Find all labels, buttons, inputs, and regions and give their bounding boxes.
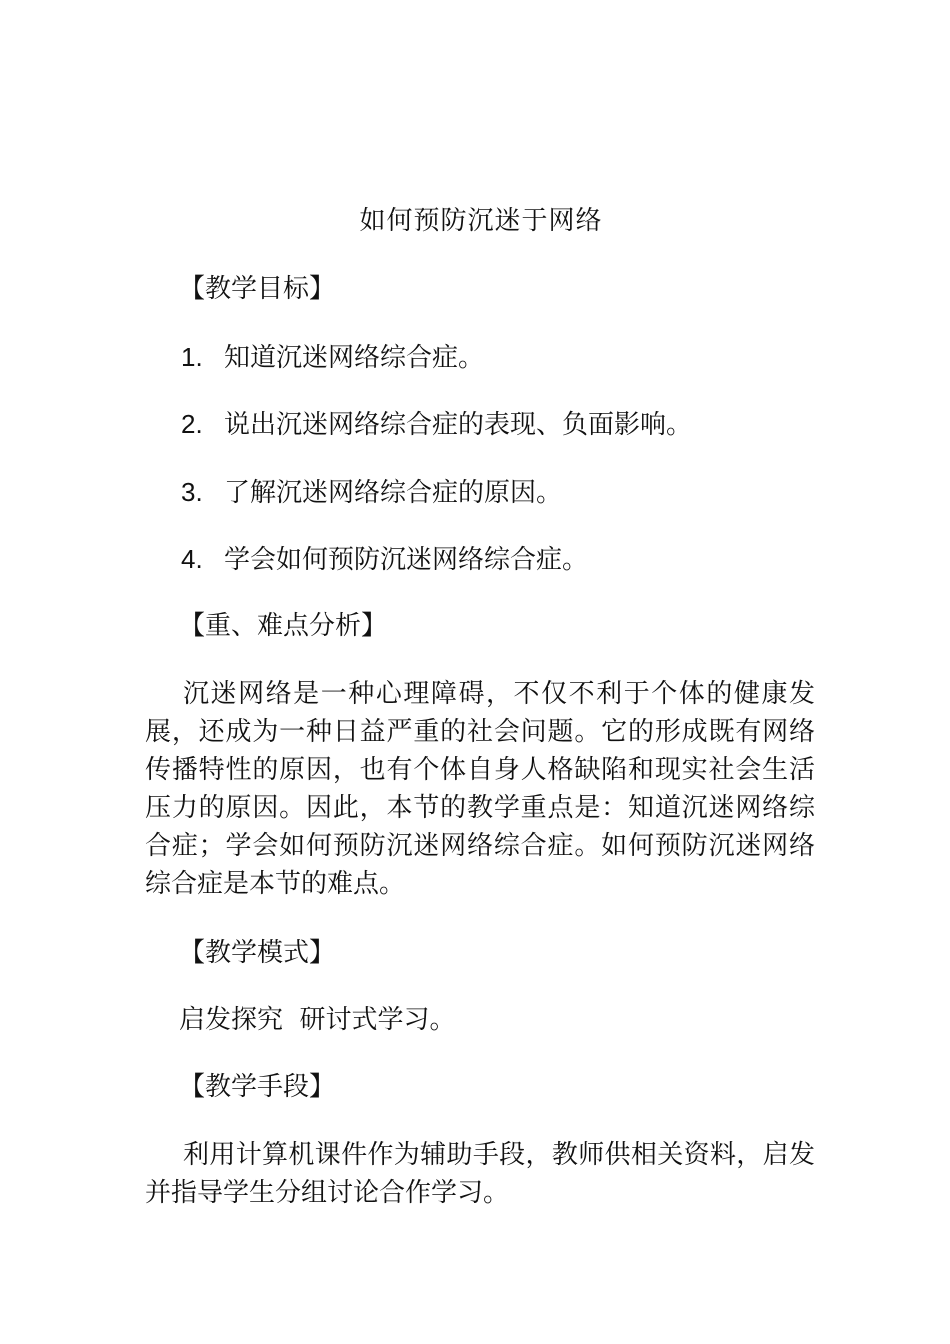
document-title: 如何预防沉迷于网络 — [359, 206, 603, 236]
goal-number: 2. — [181, 409, 203, 439]
goal-number: 4. — [181, 544, 203, 574]
goal-item-2 — [181, 406, 692, 443]
section-heading-teaching-goals: 【教学目标】 — [179, 274, 336, 304]
goal-item-3 — [181, 474, 562, 511]
goal-number: 1. — [181, 342, 203, 372]
goal-text: 知道沉迷网络综合症。 — [224, 343, 485, 373]
goal-item-4 — [181, 541, 588, 578]
goal-item-1 — [181, 339, 484, 376]
section-heading-teaching-mode: 【教学模式】 — [179, 938, 336, 968]
goal-text: 了解沉迷网络综合症的原因。 — [224, 478, 563, 508]
goal-text: 说出沉迷网络综合症的表现、负面影响。 — [224, 410, 693, 440]
section-heading-teaching-means: 【教学手段】 — [179, 1072, 336, 1102]
goal-text: 学会如何预防沉迷网络综合症。 — [224, 545, 589, 575]
section-heading-key-points: 【重、难点分析】 — [179, 611, 388, 641]
teaching-mode-text: 启发探究 研讨式学习。 — [179, 1005, 456, 1035]
teaching-means-paragraph: 利用计算机课件作为辅助手段，教师供相关资料，启发并指导学生分组讨论合作学习。 — [145, 1140, 815, 1208]
key-points-paragraph: 沉迷网络是一种心理障碍，不仅不利于个体的健康发展，还成为一种日益严重的社会问题。它的形成既有网络传播特性的原因，也有个体自身人格缺陷和现实社会生活压力的原因。因此，本节的教学重点是：知道沉迷网络综合症；学会如何预防沉迷网络综合症。如何预防沉迷网络综合症是本节的难点。 — [145, 679, 815, 899]
goal-number: 3. — [181, 477, 203, 507]
